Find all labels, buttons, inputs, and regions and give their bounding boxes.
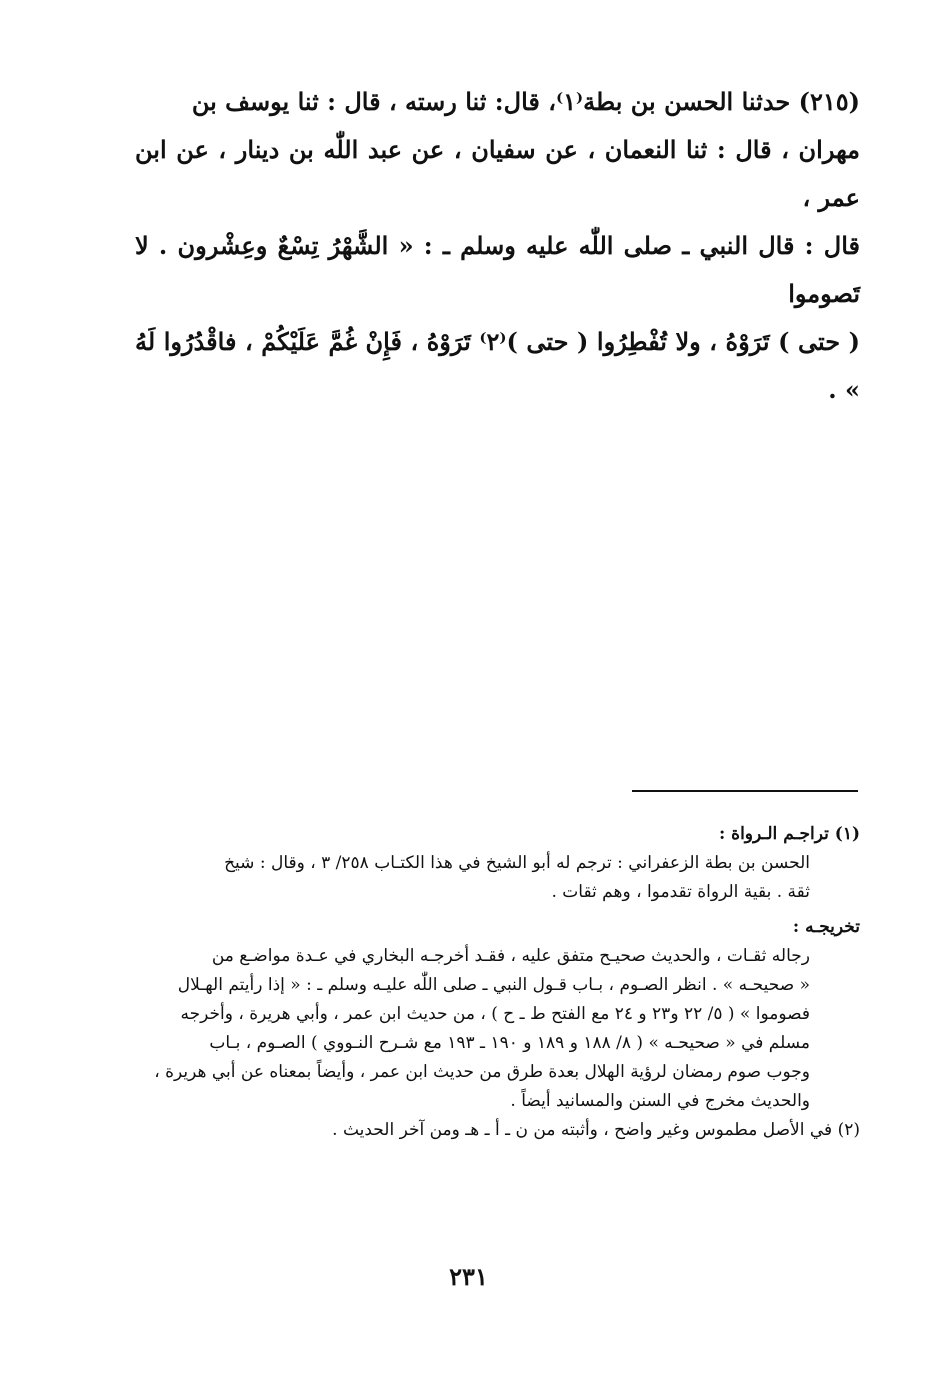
takhrij-heading: تخريجـه : (792, 917, 860, 937)
takhrij-line: « صحيحـه » . انظر الصـوم ، بـاب قـول النبي ـ صلى اللّٰه عليـه وسلم ـ : « إذا رأيتم الهـلال (177, 975, 810, 995)
takhrij-line: فصوموا » ( ٥/ ٢٢ و٢٣ و ٢٤ مع الفتح ط ـ ح ) ، من حديث ابن عمر ، وأبي هريرة ، وأخرجه (180, 1004, 810, 1024)
hadith-line: قال : قال النبي ـ صلى اللّٰه عليه وسلم ـ : « الشَّهْرُ تِسْعٌ وعِشْرون . لا تَصوموا (135, 231, 860, 308)
page-number: ٢٣١ (449, 1262, 488, 1291)
footnote-1-line: ثقة . بقية الرواة تقدموا ، وهم ثقات . (551, 882, 810, 902)
footnote-1-line: الحسن بن بطة الزعفراني : ترجم له أبو الشيخ في هذا الكتـاب ٢٥٨/ ٣ ، وقال : شيخ (224, 853, 810, 873)
hadith-text (135, 78, 860, 414)
takhrij-line: والحديث مخرج في السنن والمسانيد أيضاً . (510, 1091, 810, 1111)
footnote-1-heading: (١) تراجـم الـرواة : (718, 824, 860, 844)
hadith-line: (٢١٥) حدثنا الحسن بن بطة⁽١⁾، قال: ثنا رسته ، قال : ثنا يوسف بن (191, 87, 860, 116)
footnote-2: (٢) في الأصل مطموس وغير واضح ، وأثبته من ن ـ أ ـ هـ ومن آخر الحديث . (332, 1120, 860, 1140)
footnote-divider (632, 790, 858, 792)
takhrij-line: رجاله ثقـات ، والحديث صحيـح متفق عليه ، فقـد أخرجـه البخاري في عـدة مواضـع من (211, 946, 810, 966)
hadith-line: ( حتى ) تَرَوْهُ ، ولا تُفْطِرُوا ( حتى )⁽٢⁾ تَرَوْهُ ، فَإِنْ غُمَّ عَلَيْكُمْ ، فاقْدُرُوا لَهُ » . (135, 327, 860, 404)
hadith-line: مهران ، قال : ثنا النعمان ، عن سفيان ، عن عبد اللّٰه بن دينار ، عن ابن عمر ، (135, 135, 860, 212)
takhrij-line: وجوب صوم رمضان لرؤية الهلال بعدة طرق من حديث ابن عمر ، وأيضاً بمعناه عن أبي هريرة ، (154, 1062, 810, 1082)
footnotes (135, 820, 860, 1145)
takhrij-line: مسلم في « صحيحـه » ( ٨/ ١٨٨ و ١٨٩ و ١٩٠ ـ ١٩٣ مع شـرح النـووي ) الصـوم ، بـاب (209, 1033, 810, 1053)
